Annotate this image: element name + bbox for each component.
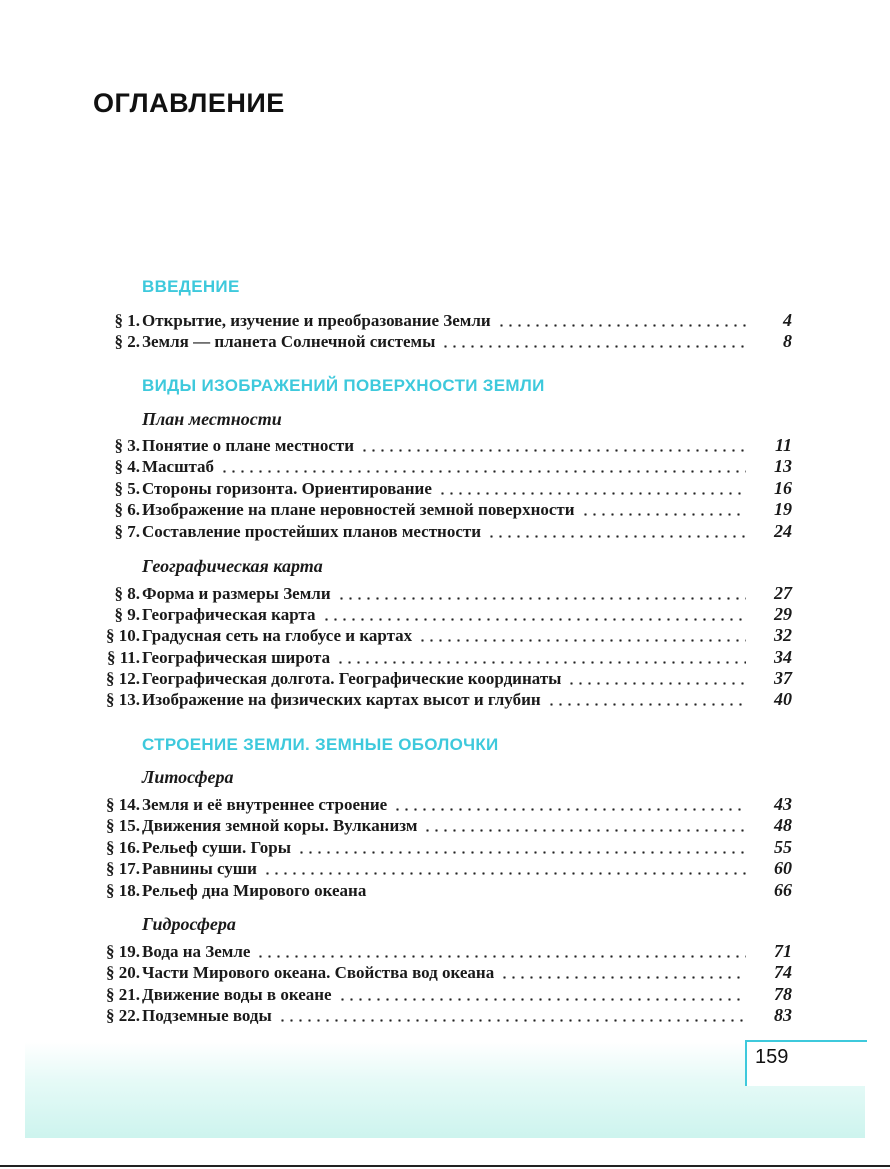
dot-leader xyxy=(500,976,746,979)
dot-leader xyxy=(278,1019,746,1022)
toc-entry[interactable] xyxy=(80,815,792,837)
dot-leader xyxy=(581,513,746,516)
toc-entry-title: Подземные воды xyxy=(142,1006,272,1025)
toc-entry-title: Географическая карта xyxy=(142,605,316,624)
subsection-heading-terrain-plan[interactable]: План местности xyxy=(142,409,282,429)
subsection-heading-hydrosphere[interactable]: Гидросфера xyxy=(142,914,236,934)
toc-entry-page: 19 xyxy=(774,499,792,519)
toc-entry[interactable] xyxy=(80,583,792,605)
toc-entry[interactable] xyxy=(80,310,792,332)
dot-leader xyxy=(360,449,746,452)
toc-entry[interactable] xyxy=(80,1005,792,1027)
toc-entry-page: 4 xyxy=(783,310,792,330)
toc-entry[interactable] xyxy=(80,794,792,816)
toc-entry-page: 48 xyxy=(774,815,792,835)
page-title: ОГЛАВЛЕНИЕ xyxy=(93,88,285,118)
toc-entry-number: § 14. xyxy=(106,795,140,814)
footer-gradient-band xyxy=(25,1042,865,1138)
toc-entry-title: Географическая широта xyxy=(142,648,331,667)
toc-entry-title: Форма и размеры Земли xyxy=(142,584,331,603)
dot-leader xyxy=(263,872,746,875)
subsection-heading-lithosphere[interactable]: Литосфера xyxy=(142,767,234,787)
dot-leader xyxy=(337,597,746,600)
toc-entry-title: Рельеф суши. Горы xyxy=(142,838,292,857)
dot-leader xyxy=(322,618,747,621)
section-heading-introduction[interactable]: ВВЕДЕНИЕ xyxy=(142,277,240,296)
dot-leader xyxy=(418,639,746,642)
toc-entry-number: § 12. xyxy=(106,669,140,688)
toc-entry[interactable] xyxy=(80,984,792,1006)
toc-entry-title: Рельеф дна Мирового океана xyxy=(142,881,367,900)
toc-entry-title: Географическая долгота. Географические координаты xyxy=(142,669,562,688)
toc-entry[interactable] xyxy=(80,521,792,543)
toc-entry-title: Движения земной коры. Вулканизм xyxy=(142,816,418,835)
toc-entry[interactable] xyxy=(80,478,792,500)
toc-entry-number: § 18. xyxy=(106,881,140,900)
toc-entry[interactable] xyxy=(80,499,792,521)
toc-entry-number: § 8. xyxy=(114,584,140,603)
toc-entry[interactable] xyxy=(80,331,792,353)
toc-entry-number: § 16. xyxy=(106,838,140,857)
toc-entry-number: § 21. xyxy=(106,985,140,1004)
dot-leader xyxy=(220,470,746,473)
subsection-heading-geographic-map[interactable]: Географическая карта xyxy=(142,556,323,576)
toc-entry[interactable] xyxy=(80,858,792,880)
toc-entry-title: Составление простейших планов местности xyxy=(142,522,482,541)
toc-entry-number: § 13. xyxy=(106,690,140,709)
toc-entry-title: Земля — планета Солнечной системы xyxy=(142,332,436,351)
toc-entry[interactable] xyxy=(80,625,792,647)
toc-entry-title: Равнины суши xyxy=(142,859,257,878)
toc-entry-number: § 5. xyxy=(114,479,140,498)
toc-entry-number: § 1. xyxy=(114,311,140,330)
page-number: 159 xyxy=(755,1046,789,1068)
toc-entry-title: Изображение на физических картах высот и глубин xyxy=(142,690,541,709)
toc-entry-page: 11 xyxy=(774,435,792,455)
toc-entry-title: Открытие, изучение и преобразование Земли xyxy=(142,311,491,330)
toc-entry-number: § 20. xyxy=(106,963,140,982)
toc-entry-page: 34 xyxy=(774,647,792,667)
dot-leader xyxy=(547,703,746,706)
toc-entry-page: 83 xyxy=(774,1005,792,1025)
toc-entry-page: 8 xyxy=(783,331,792,351)
toc-entry-number: § 3. xyxy=(114,436,140,455)
toc-entry-page: 16 xyxy=(774,478,792,498)
section-heading-surface-images[interactable]: ВИДЫ ИЗОБРАЖЕНИЙ ПОВЕРХНОСТИ ЗЕМЛИ xyxy=(142,376,545,395)
dot-leader xyxy=(438,492,746,495)
toc-entry-page: 55 xyxy=(774,837,792,857)
toc-entry-number: § 15. xyxy=(106,816,140,835)
toc-entry-number: § 19. xyxy=(106,942,140,961)
toc-entry-number: § 9. xyxy=(114,605,140,624)
toc-entry-number: § 6. xyxy=(114,500,140,519)
toc-entry-page: 29 xyxy=(774,604,792,624)
toc-entry-title: Понятие о плане местности xyxy=(142,436,355,455)
dot-leader xyxy=(338,998,746,1001)
dot-leader xyxy=(336,661,746,664)
toc-entry-title: Изображение на плане неровностей земной поверхности xyxy=(142,500,575,519)
toc-entry-page: 13 xyxy=(774,456,792,476)
toc-entry-page: 43 xyxy=(774,794,792,814)
toc-entry-page: 40 xyxy=(774,689,792,709)
toc-entry-title: Вода на Земле xyxy=(142,942,251,961)
toc-entry-title: Части Мирового океана. Свойства вод океана xyxy=(142,963,495,982)
toc-entry-page: 37 xyxy=(774,668,792,688)
toc-entry-page: 71 xyxy=(774,941,792,961)
toc-entry-page: 24 xyxy=(774,521,792,541)
toc-entry-number: § 7. xyxy=(114,522,140,541)
toc-entry-page: 60 xyxy=(774,858,792,878)
toc-entry-title: Стороны горизонта. Ориентирование xyxy=(142,479,432,498)
toc-entry-title: Градусная сеть на глобусе и картах xyxy=(142,626,413,645)
toc-entry-page: 66 xyxy=(774,880,792,900)
toc-entry[interactable] xyxy=(80,604,792,626)
toc-entry-number: § 2. xyxy=(114,332,140,351)
toc-entry-title: Масштаб xyxy=(142,457,215,476)
toc-entry-title: Движение воды в океане xyxy=(142,985,332,1004)
toc-entry-page: 27 xyxy=(774,583,792,603)
toc-entry[interactable] xyxy=(80,837,792,859)
dot-leader xyxy=(497,324,746,327)
toc-entry-number: § 10. xyxy=(106,626,140,645)
toc-entry[interactable] xyxy=(80,456,792,478)
dot-leader xyxy=(297,851,746,854)
toc-entry-page: 78 xyxy=(774,984,792,1004)
dot-leader xyxy=(423,829,746,832)
toc-entry[interactable] xyxy=(80,668,792,690)
toc-entry[interactable] xyxy=(80,647,792,669)
toc-entry-number: § 17. xyxy=(106,859,140,878)
dot-leader xyxy=(441,345,746,348)
toc-entry-title: Земля и её внутреннее строение xyxy=(142,795,388,814)
section-heading-earth-structure[interactable]: СТРОЕНИЕ ЗЕМЛИ. ЗЕМНЫЕ ОБОЛОЧКИ xyxy=(142,735,499,754)
dot-leader xyxy=(256,955,746,958)
toc-entry[interactable] xyxy=(80,435,792,457)
bottom-rule xyxy=(0,1165,890,1167)
dot-leader xyxy=(393,808,746,811)
toc-entry-number: § 4. xyxy=(114,457,140,476)
dot-leader xyxy=(567,682,746,685)
toc-entry[interactable] xyxy=(80,689,792,711)
toc-entry-number: § 11. xyxy=(106,648,140,667)
toc-entry-page: 32 xyxy=(774,625,792,645)
toc-entry-number: § 22. xyxy=(106,1006,140,1025)
toc-entry[interactable] xyxy=(80,880,792,902)
dot-leader xyxy=(487,535,746,538)
toc-entry[interactable] xyxy=(80,962,792,984)
toc-entry[interactable] xyxy=(80,941,792,963)
toc-entry-page: 74 xyxy=(774,962,792,982)
